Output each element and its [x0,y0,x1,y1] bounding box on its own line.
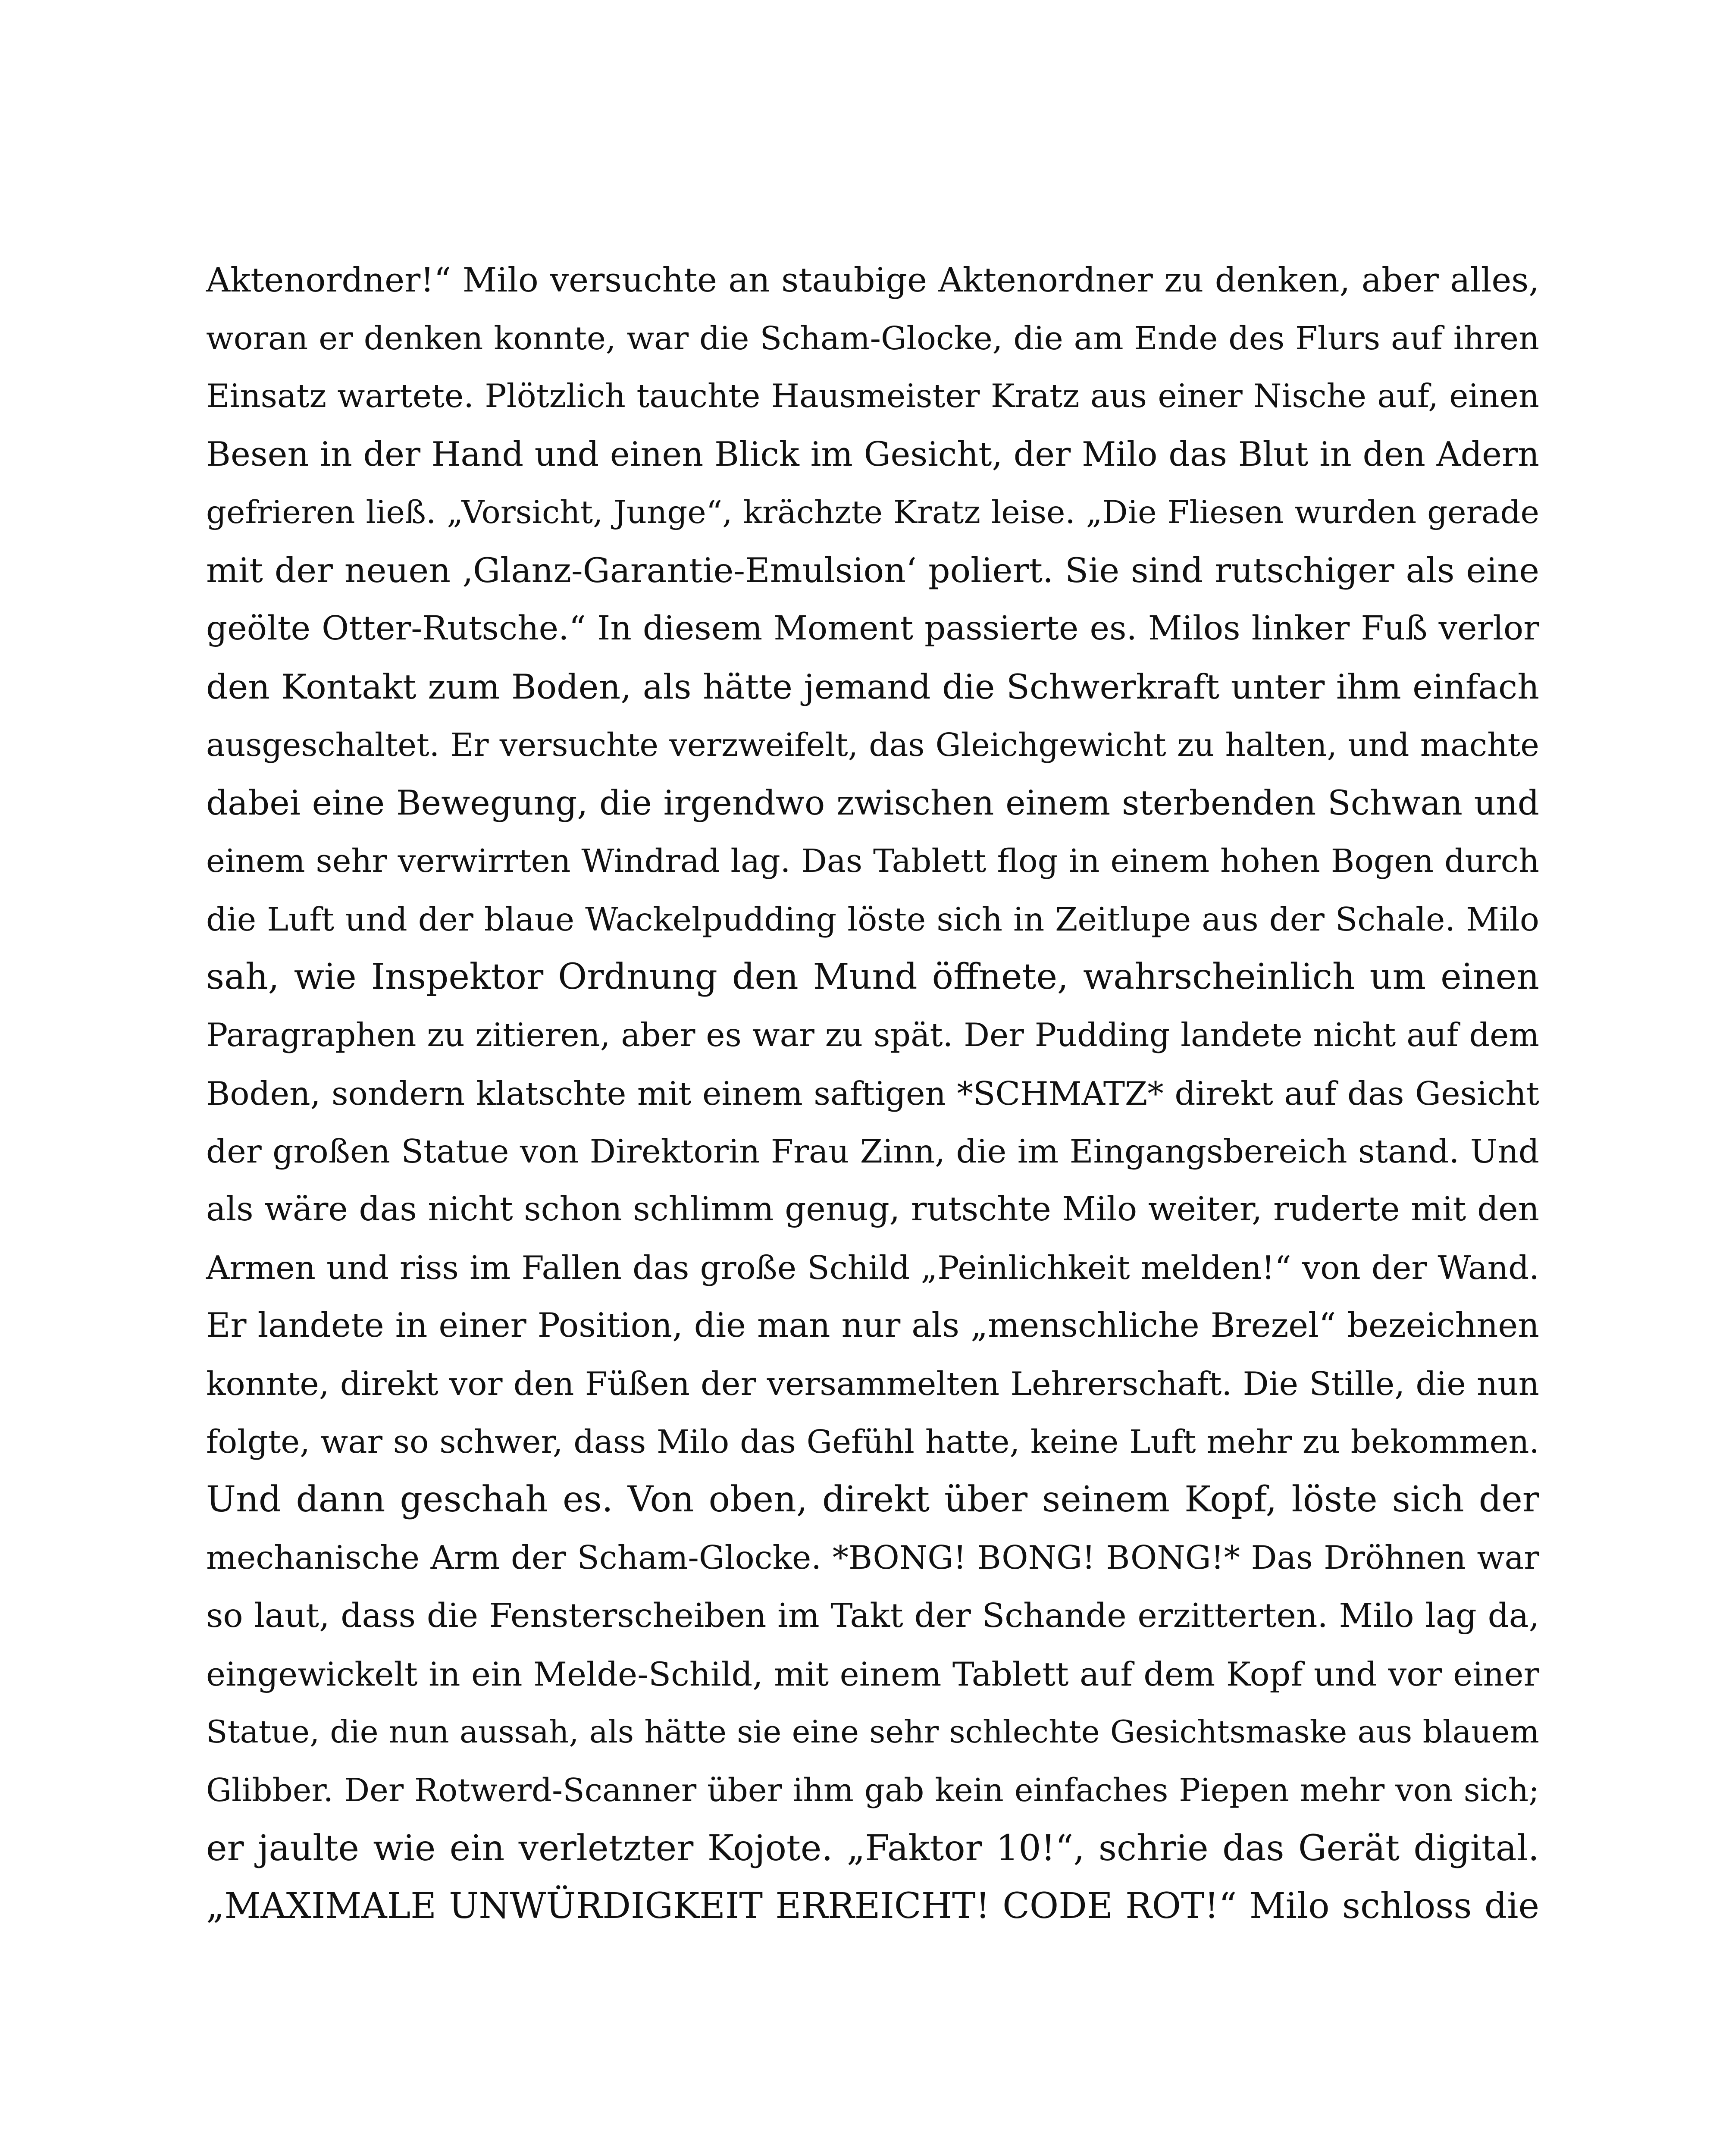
text-line: eingewickelt in ein Melde-Schild, mit einem Tablett auf dem Kopf und vor einer [206,1655,1539,1693]
text-line: als wäre das nicht schon schlimm genug, rutschte Milo weiter, ruderte mit den [206,1190,1539,1228]
text-line: „MAXIMALE UNWÜRDIGKEIT ERREICHT! CODE ROT!“ Milo schloss die [206,1886,1539,1927]
text-line: so laut, dass die Fensterscheiben im Takt der Schande erzitterten. Milo lag da, [206,1596,1539,1635]
text-line: Statue, die nun aussah, als hätte sie eine sehr schlechte Gesichtsmaske aus blauem [206,1714,1539,1751]
text-line: Und dann geschah es. Von oben, direkt über seinem Kopf, löste sich der [206,1479,1539,1520]
text-line: Aktenordner!“ Milo versuchte an staubige Aktenordner zu denken, aber alles, [206,261,1539,300]
text-line: die Luft und der blaue Wackelpudding löste sich in Zeitlupe aus der Schale. Milo [206,900,1539,938]
text-line: woran er denken konnte, war die Scham-Glocke, die am Ende des Flurs auf ihren [206,319,1539,357]
text-line: ausgeschaltet. Er versuchte verzweifelt, das Gleichgewicht zu halten, und machte [206,726,1539,764]
text-line: konnte, direkt vor den Füßen der versammelten Lehrerschaft. Die Stille, die nun [206,1365,1539,1403]
text-line: Paragraphen zu zitieren, aber es war zu spät. Der Pudding landete nicht auf dem [206,1016,1539,1054]
text-line: Glibber. Der Rotwerd-Scanner über ihm gab kein einfaches Piepen mehr von sich; [206,1771,1539,1809]
text-line: er jaulte wie ein verletzter Kojote. „Faktor 10!“, schrie das Gerät digital. [206,1827,1539,1869]
text-line: einem sehr verwirrten Windrad lag. Das Tablett flog in einem hohen Bogen durch [206,842,1539,880]
text-line: der großen Statue von Direktorin Frau Zinn, die im Eingangsbereich stand. Und [206,1132,1539,1171]
text-line: Er landete in einer Position, die man nur als „menschliche Brezel“ bezeichnen [206,1306,1539,1345]
text-line: Einsatz wartete. Plötzlich tauchte Hausmeister Kratz aus einer Nische auf, einen [206,377,1539,415]
text-line: geölte Otter-Rutsche.“ In diesem Moment passierte es. Milos linker Fuß verlor [206,609,1539,648]
text-line: mit der neuen ‚Glanz-Garantie-Emulsion‘ poliert. Sie sind rutschiger als eine [206,551,1539,591]
text-line: dabei eine Bewegung, die irgendwo zwischen einem sterbenden Schwan und [206,783,1539,823]
text-line: sah, wie Inspektor Ordnung den Mund öffnete, wahrscheinlich um einen [206,956,1539,998]
body-text [206,251,1539,1936]
text-line: folgte, war so schwer, dass Milo das Gefühl hatte, keine Luft mehr zu bekommen. [206,1423,1539,1460]
text-line: mechanische Arm der Scham-Glocke. *BONG! BONG! BONG!* Das Dröhnen war [206,1539,1539,1577]
text-line: Armen und riss im Fallen das große Schild „Peinlichkeit melden!“ von der Wand. [206,1248,1539,1287]
text-line: gefrieren ließ. „Vorsicht, Junge“, krächzte Kratz leise. „Die Fliesen wurden gerade [206,494,1539,531]
text-line: Boden, sondern klatschte mit einem saftigen *SCHMATZ* direkt auf das Gesicht [206,1074,1539,1112]
text-line: Besen in der Hand und einen Blick im Gesicht, der Milo das Blut in den Adern [206,435,1539,474]
text-line: den Kontakt zum Boden, als hätte jemand die Schwerkraft unter ihm einfach [206,667,1539,707]
